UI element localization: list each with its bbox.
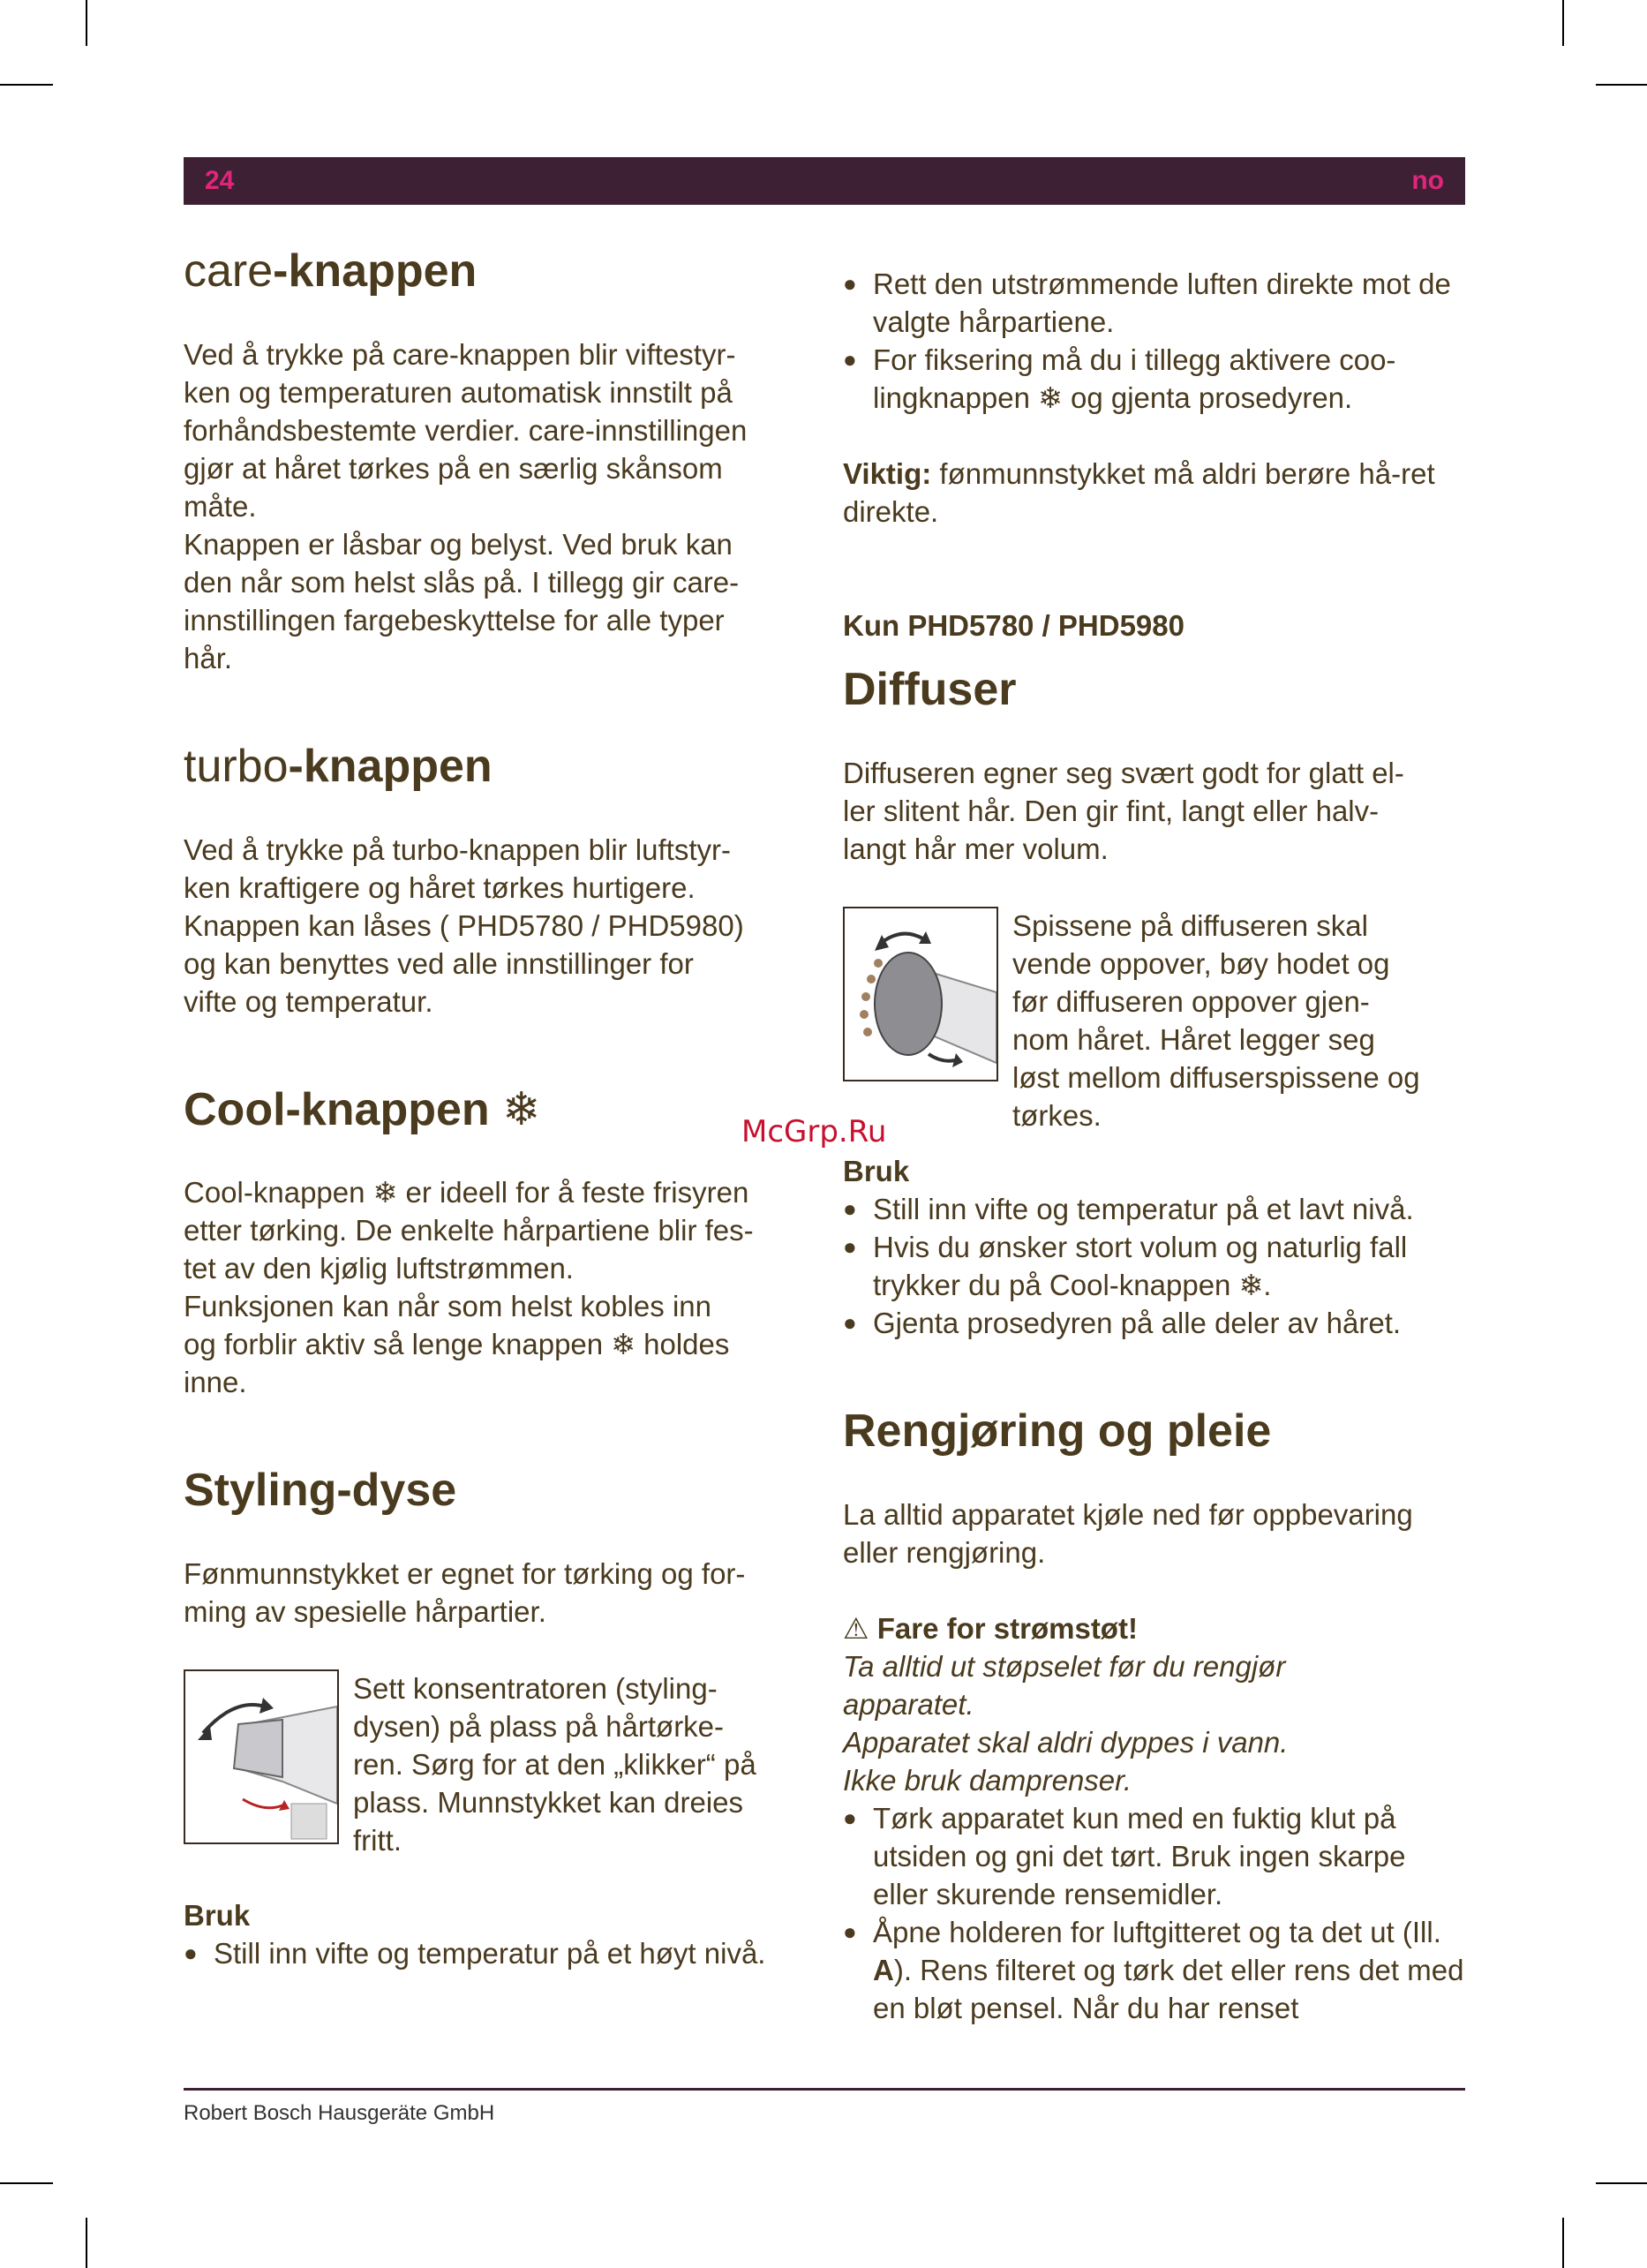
crop-mark — [0, 2182, 53, 2184]
list-item: ● Åpne holderen for luftgitteret og ta det ut (Ill. A). Rens filteret og tørk det eller rens det med en bløt pensel. Når du har renset — [843, 1913, 1465, 2027]
styling-figure-row — [184, 1669, 806, 1859]
page-number: 24 — [205, 166, 235, 195]
diffuser-image — [845, 908, 996, 1080]
cool-heading: Cool-knappen ❄ — [184, 1083, 541, 1135]
diffuser-illustration — [843, 907, 998, 1081]
diffuser-heading: Diffuser — [843, 664, 1017, 715]
styling-heading: Styling-dyse — [184, 1465, 457, 1517]
cleaning-text: La alltid apparatet kjøle ned før oppbevaring eller rengjøring. — [843, 1497, 1413, 1569]
language-code: no — [1411, 166, 1444, 195]
styling-usage-title: Bruk — [184, 1899, 251, 1933]
diffuser-figure-row — [843, 907, 1465, 1134]
list-item: ● Tørk apparatet kun med en fuktig klut på utsiden og gni det tørt. Bruk ingen skarpe eller skurende rensemidler. — [843, 1799, 1465, 1913]
crop-mark — [86, 2218, 87, 2268]
list-item: ● For fiksering må du i tillegg aktivere coo-lingknappen ❄ og gjenta prosedyren. — [843, 341, 1465, 417]
crop-mark — [1562, 0, 1564, 46]
list-item: ● Gjenta prosedyren på alle deler av håret. — [843, 1304, 1465, 1342]
footer-company: Robert Bosch Hausgeräte GmbH — [184, 2101, 495, 2125]
crop-mark — [86, 0, 87, 46]
diffuser-usage-list — [843, 1190, 1465, 1342]
styling-usage-list — [184, 1934, 806, 1972]
list-item: ● Hvis du ønsker stort volum og naturlig fall trykker du på Cool-knappen ❄. — [843, 1228, 1465, 1304]
styling-steps-list — [843, 265, 1465, 417]
list-item: ● Still inn vifte og temperatur på et høyt nivå. — [184, 1934, 806, 1972]
left-column — [184, 245, 806, 1972]
warning-title: ⚠ Fare for strømstøt! — [843, 1611, 1138, 1645]
turbo-text: Ved å trykke på turbo-knappen blir luftstyr- ken kraftigere og håret tørkes hurtigere. Knappen kan låses ( PHD5780 / PHD5980) og kan benyttes ved alle innstillinger for vifte og temperatur. — [184, 833, 744, 1018]
cleaning-heading: Rengjøring og pleie — [843, 1405, 1272, 1457]
care-heading: care-knappen — [184, 245, 478, 297]
page-header — [184, 157, 1465, 205]
concentrator-illustration — [184, 1669, 339, 1844]
cool-text: Cool-knappen ❄ er ideell for å feste frisyren etter tørking. De enkelte hårpartiene blir fes- tet av den kjølig luftstrømmen. Funksjonen kan når som helst kobles inn og forblir aktiv så lenge knappen ❄ holdes inne. — [184, 1176, 754, 1399]
styling-figure-text: Sett konsentratoren (styling- dysen) på plass på hårtørke- ren. Sørg for at den „klikker“ på plass. Munnstykket kan dreies fritt. — [353, 1672, 756, 1857]
diffuser-text: Diffuseren egner seg svært godt for glatt el- ler slitent hår. Den gir fint, langt eller halv- langt hår mer volum. — [843, 756, 1404, 865]
diffuser-figure-text: Spissene på diffuseren skal vende oppover, bøy hodet og før diffuseren oppover gjen- nom håret. Håret legger seg løst mellom diffuserspissene og tørkes. — [1012, 908, 1420, 1132]
model-note: Kun PHD5780 / PHD5980 — [843, 609, 1184, 642]
crop-mark — [0, 84, 53, 86]
diffuser-usage-title: Bruk — [843, 1154, 910, 1187]
watermark: McGrp.Ru — [741, 1114, 887, 1149]
crop-mark — [1596, 84, 1647, 86]
concentrator-image — [185, 1671, 337, 1842]
crop-mark — [1562, 2218, 1564, 2268]
turbo-heading: turbo-knappen — [184, 740, 493, 792]
list-item: ● Still inn vifte og temperatur på et lavt nivå. — [843, 1190, 1465, 1228]
warning-text: Ta alltid ut støpselet før du rengjør apparatet. Apparatet skal aldri dyppes i vann. Ikke bruk damprenser. — [843, 1649, 1289, 1797]
crop-mark — [1596, 2182, 1647, 2184]
styling-text: Fønmunnstykket er egnet for tørking og for- ming av spesielle hårpartier. — [184, 1557, 746, 1629]
cleaning-list — [843, 1799, 1465, 2027]
right-column — [843, 265, 1465, 2027]
list-item: ● Rett den utstrømmende luften direkte mot de valgte hårpartiene. — [843, 265, 1465, 341]
important-note: Viktig: fønmunnstykket må aldri berøre hå-ret direkte. — [843, 457, 1435, 528]
care-text: Ved å trykke på care-knappen blir viftestyr- ken og temperaturen automatisk innstilt på forhåndsbestemte verdier. care-innstillingen gjør at håret tørkes på en særlig skånsom måte. Knappen er låsbar og belyst. Ved bruk kan den når som helst slås på. I tillegg gir care- innstillingen fargebeskyttelse for alle typer hår. — [184, 337, 748, 674]
footer-rule — [184, 2088, 1465, 2091]
